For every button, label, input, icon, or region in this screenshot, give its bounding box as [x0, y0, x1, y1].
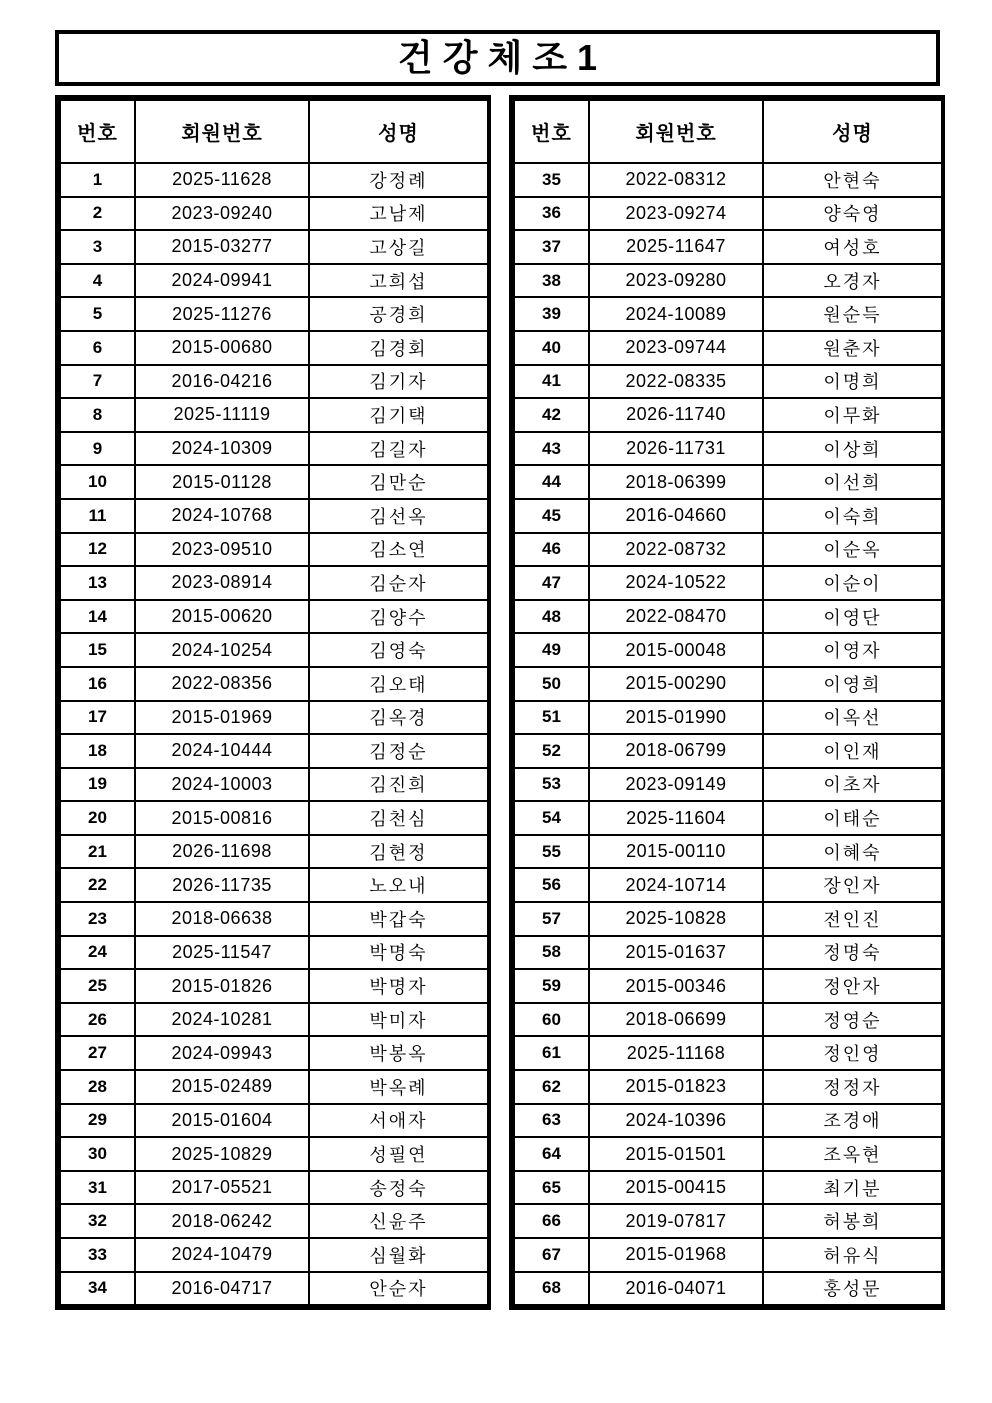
member-id-cell: 2016-04216 [135, 365, 309, 399]
member-id-cell: 2026-11735 [135, 868, 309, 902]
row-number-cell: 3 [60, 230, 135, 264]
member-id-cell: 2015-00620 [135, 600, 309, 634]
member-id-cell: 2025-11647 [589, 230, 763, 264]
table-row [60, 835, 488, 869]
member-id-cell: 2024-10089 [589, 297, 763, 331]
row-number-cell: 66 [514, 1204, 589, 1238]
table-row [514, 801, 942, 835]
row-number-cell: 23 [60, 902, 135, 936]
table-row [60, 969, 488, 1003]
member-name-cell: 김기자 [309, 365, 488, 399]
member-name-cell: 오경자 [763, 264, 942, 298]
row-number-cell: 65 [514, 1171, 589, 1205]
member-name-cell: 박명자 [309, 969, 488, 1003]
row-number-cell: 31 [60, 1171, 135, 1205]
table-row [60, 533, 488, 567]
member-name-cell: 여성호 [763, 230, 942, 264]
member-id-cell: 2015-01968 [589, 1238, 763, 1272]
member-name-cell: 서애자 [309, 1104, 488, 1138]
row-number-cell: 48 [514, 600, 589, 634]
header-row [60, 100, 488, 163]
member-id-cell: 2015-01826 [135, 969, 309, 1003]
member-id-cell: 2023-09274 [589, 197, 763, 231]
table-row [60, 1104, 488, 1138]
member-id-cell: 2018-06638 [135, 902, 309, 936]
table-row [514, 868, 942, 902]
member-id-cell: 2015-03277 [135, 230, 309, 264]
member-id-cell: 2025-11168 [589, 1036, 763, 1070]
member-id-cell: 2022-08356 [135, 667, 309, 701]
member-id-cell: 2024-10281 [135, 1003, 309, 1037]
table-row [60, 465, 488, 499]
member-id-cell: 2015-01637 [589, 936, 763, 970]
member-id-cell: 2025-11547 [135, 936, 309, 970]
member-id-cell: 2015-00290 [589, 667, 763, 701]
member-name-cell: 이숙희 [763, 499, 942, 533]
table-row [514, 1137, 942, 1171]
column-header-no: 번호 [60, 100, 135, 163]
table-row [60, 1137, 488, 1171]
member-name-cell: 김옥경 [309, 701, 488, 735]
member-name-cell: 양숙영 [763, 197, 942, 231]
row-number-cell: 4 [60, 264, 135, 298]
row-number-cell: 8 [60, 398, 135, 432]
row-number-cell: 55 [514, 835, 589, 869]
table-row [60, 902, 488, 936]
table-row [514, 1171, 942, 1205]
member-id-cell: 2023-09744 [589, 331, 763, 365]
member-id-cell: 2024-10444 [135, 734, 309, 768]
row-number-cell: 13 [60, 566, 135, 600]
member-id-cell: 2015-00110 [589, 835, 763, 869]
member-name-cell: 박명숙 [309, 936, 488, 970]
member-name-cell: 이순옥 [763, 533, 942, 567]
table-row [514, 768, 942, 802]
member-name-cell: 이태순 [763, 801, 942, 835]
member-name-cell: 김진희 [309, 768, 488, 802]
table-row [60, 230, 488, 264]
member-name-cell: 최기분 [763, 1171, 942, 1205]
row-number-cell: 26 [60, 1003, 135, 1037]
row-number-cell: 37 [514, 230, 589, 264]
table-row [514, 197, 942, 231]
member-name-cell: 안현숙 [763, 163, 942, 197]
member-id-cell: 2022-08335 [589, 365, 763, 399]
table-row [514, 1003, 942, 1037]
member-name-cell: 이상희 [763, 432, 942, 466]
member-name-cell: 이무화 [763, 398, 942, 432]
row-number-cell: 22 [60, 868, 135, 902]
table-row [514, 432, 942, 466]
row-number-cell: 61 [514, 1036, 589, 1070]
member-id-cell: 2024-10396 [589, 1104, 763, 1138]
row-number-cell: 39 [514, 297, 589, 331]
member-name-cell: 이영단 [763, 600, 942, 634]
row-number-cell: 52 [514, 734, 589, 768]
document-title: 건강체조1 [397, 37, 608, 78]
member-name-cell: 김소연 [309, 533, 488, 567]
row-number-cell: 29 [60, 1104, 135, 1138]
row-number-cell: 50 [514, 667, 589, 701]
row-number-cell: 12 [60, 533, 135, 567]
member-id-cell: 2016-04717 [135, 1272, 309, 1306]
row-number-cell: 47 [514, 566, 589, 600]
row-number-cell: 36 [514, 197, 589, 231]
table-row [60, 331, 488, 365]
member-name-cell: 원춘자 [763, 331, 942, 365]
member-id-cell: 2022-08312 [589, 163, 763, 197]
member-id-cell: 2023-09149 [589, 768, 763, 802]
row-number-cell: 40 [514, 331, 589, 365]
member-name-cell: 송정숙 [309, 1171, 488, 1205]
member-id-cell: 2024-10479 [135, 1238, 309, 1272]
member-name-cell: 이영희 [763, 667, 942, 701]
row-number-cell: 57 [514, 902, 589, 936]
roster-table-right-wrapper [509, 95, 945, 1310]
member-name-cell: 조옥현 [763, 1137, 942, 1171]
member-name-cell: 장인자 [763, 868, 942, 902]
row-number-cell: 59 [514, 969, 589, 1003]
member-id-cell: 2025-10829 [135, 1137, 309, 1171]
table-row [60, 1036, 488, 1070]
table-row [514, 1070, 942, 1104]
member-name-cell: 강정례 [309, 163, 488, 197]
row-number-cell: 41 [514, 365, 589, 399]
member-name-cell: 이인재 [763, 734, 942, 768]
row-number-cell: 38 [514, 264, 589, 298]
table-row [514, 163, 942, 197]
member-name-cell: 김선옥 [309, 499, 488, 533]
column-header-member-id: 회원번호 [135, 100, 309, 163]
member-id-cell: 2025-11628 [135, 163, 309, 197]
roster-table-left [59, 99, 489, 1306]
table-row [514, 1036, 942, 1070]
table-row [514, 734, 942, 768]
row-number-cell: 42 [514, 398, 589, 432]
row-number-cell: 51 [514, 701, 589, 735]
member-id-cell: 2024-10254 [135, 633, 309, 667]
table-row [60, 701, 488, 735]
table-row [514, 1238, 942, 1272]
row-number-cell: 11 [60, 499, 135, 533]
table-row [514, 1204, 942, 1238]
table-row [60, 365, 488, 399]
table-row [514, 230, 942, 264]
member-id-cell: 2022-08470 [589, 600, 763, 634]
table-row [60, 936, 488, 970]
table-row [514, 331, 942, 365]
row-number-cell: 46 [514, 533, 589, 567]
member-id-cell: 2015-01969 [135, 701, 309, 735]
member-id-cell: 2025-10828 [589, 902, 763, 936]
row-number-cell: 28 [60, 1070, 135, 1104]
table-row [514, 1272, 942, 1306]
row-number-cell: 24 [60, 936, 135, 970]
member-name-cell: 고희섭 [309, 264, 488, 298]
member-name-cell: 박옥례 [309, 1070, 488, 1104]
roster-table-left-wrapper [55, 95, 491, 1310]
row-number-cell: 5 [60, 297, 135, 331]
table-row [60, 1171, 488, 1205]
member-name-cell: 허유식 [763, 1238, 942, 1272]
member-id-cell: 2025-11604 [589, 801, 763, 835]
row-number-cell: 25 [60, 969, 135, 1003]
table-row [514, 566, 942, 600]
member-id-cell: 2016-04660 [589, 499, 763, 533]
row-number-cell: 1 [60, 163, 135, 197]
table-row [60, 1238, 488, 1272]
member-id-cell: 2018-06799 [589, 734, 763, 768]
member-name-cell: 정인영 [763, 1036, 942, 1070]
table-row [514, 936, 942, 970]
member-name-cell: 성필연 [309, 1137, 488, 1171]
member-name-cell: 이명희 [763, 365, 942, 399]
member-name-cell: 이초자 [763, 768, 942, 802]
document-title-box [55, 30, 940, 86]
member-name-cell: 김경회 [309, 331, 488, 365]
member-name-cell: 원순득 [763, 297, 942, 331]
row-number-cell: 14 [60, 600, 135, 634]
table-row [60, 264, 488, 298]
row-number-cell: 58 [514, 936, 589, 970]
table-row [514, 902, 942, 936]
row-number-cell: 2 [60, 197, 135, 231]
roster-table-right [513, 99, 943, 1306]
member-id-cell: 2026-11698 [135, 835, 309, 869]
row-number-cell: 35 [514, 163, 589, 197]
member-id-cell: 2015-00680 [135, 331, 309, 365]
member-name-cell: 신윤주 [309, 1204, 488, 1238]
row-number-cell: 67 [514, 1238, 589, 1272]
member-id-cell: 2015-02489 [135, 1070, 309, 1104]
member-name-cell: 김정순 [309, 734, 488, 768]
table-row [60, 1272, 488, 1306]
row-number-cell: 30 [60, 1137, 135, 1171]
member-name-cell: 정명숙 [763, 936, 942, 970]
member-name-cell: 고상길 [309, 230, 488, 264]
member-name-cell: 이옥선 [763, 701, 942, 735]
row-number-cell: 53 [514, 768, 589, 802]
row-number-cell: 32 [60, 1204, 135, 1238]
column-header-name: 성명 [763, 100, 942, 163]
table-row [60, 432, 488, 466]
member-id-cell: 2015-01823 [589, 1070, 763, 1104]
member-name-cell: 김현정 [309, 835, 488, 869]
row-number-cell: 54 [514, 801, 589, 835]
row-number-cell: 21 [60, 835, 135, 869]
table-row [514, 533, 942, 567]
member-name-cell: 김순자 [309, 566, 488, 600]
member-id-cell: 2024-09943 [135, 1036, 309, 1070]
row-number-cell: 49 [514, 633, 589, 667]
member-id-cell: 2015-01604 [135, 1104, 309, 1138]
member-id-cell: 2015-00346 [589, 969, 763, 1003]
table-row [514, 365, 942, 399]
table-row [514, 600, 942, 634]
member-id-cell: 2019-07817 [589, 1204, 763, 1238]
table-row [514, 701, 942, 735]
column-header-no: 번호 [514, 100, 589, 163]
member-name-cell: 이선희 [763, 465, 942, 499]
member-name-cell: 박미자 [309, 1003, 488, 1037]
member-id-cell: 2024-09941 [135, 264, 309, 298]
row-number-cell: 9 [60, 432, 135, 466]
row-number-cell: 60 [514, 1003, 589, 1037]
table-row [60, 600, 488, 634]
member-id-cell: 2015-00048 [589, 633, 763, 667]
member-id-cell: 2015-01128 [135, 465, 309, 499]
member-id-cell: 2015-00816 [135, 801, 309, 835]
member-name-cell: 전인진 [763, 902, 942, 936]
table-row [514, 465, 942, 499]
member-name-cell: 김영숙 [309, 633, 488, 667]
table-row [60, 667, 488, 701]
row-number-cell: 17 [60, 701, 135, 735]
member-name-cell: 박갑숙 [309, 902, 488, 936]
row-number-cell: 45 [514, 499, 589, 533]
row-number-cell: 19 [60, 768, 135, 802]
member-id-cell: 2023-09510 [135, 533, 309, 567]
table-row [514, 1104, 942, 1138]
row-number-cell: 6 [60, 331, 135, 365]
row-number-cell: 18 [60, 734, 135, 768]
member-name-cell: 안순자 [309, 1272, 488, 1306]
table-row [60, 163, 488, 197]
column-header-name: 성명 [309, 100, 488, 163]
row-number-cell: 34 [60, 1272, 135, 1306]
column-header-member-id: 회원번호 [589, 100, 763, 163]
table-row [60, 297, 488, 331]
row-number-cell: 62 [514, 1070, 589, 1104]
member-id-cell: 2025-11276 [135, 297, 309, 331]
table-row [514, 969, 942, 1003]
row-number-cell: 20 [60, 801, 135, 835]
table-row [514, 835, 942, 869]
member-id-cell: 2026-11740 [589, 398, 763, 432]
member-name-cell: 고남제 [309, 197, 488, 231]
member-name-cell: 정안자 [763, 969, 942, 1003]
row-number-cell: 15 [60, 633, 135, 667]
member-name-cell: 김길자 [309, 432, 488, 466]
member-id-cell: 2022-08732 [589, 533, 763, 567]
table-row [60, 499, 488, 533]
member-name-cell: 정정자 [763, 1070, 942, 1104]
member-id-cell: 2024-10714 [589, 868, 763, 902]
member-id-cell: 2024-10003 [135, 768, 309, 802]
row-number-cell: 56 [514, 868, 589, 902]
member-id-cell: 2015-00415 [589, 1171, 763, 1205]
member-name-cell: 김양수 [309, 600, 488, 634]
row-number-cell: 16 [60, 667, 135, 701]
table-row [514, 264, 942, 298]
table-row [60, 197, 488, 231]
table-row [60, 734, 488, 768]
member-name-cell: 이혜숙 [763, 835, 942, 869]
member-name-cell: 이순이 [763, 566, 942, 600]
member-name-cell: 허봉희 [763, 1204, 942, 1238]
table-row [60, 566, 488, 600]
table-row [60, 801, 488, 835]
member-id-cell: 2018-06399 [589, 465, 763, 499]
roster-tables-area [55, 95, 945, 1310]
member-name-cell: 김만순 [309, 465, 488, 499]
member-id-cell: 2018-06242 [135, 1204, 309, 1238]
member-name-cell: 김천심 [309, 801, 488, 835]
member-id-cell: 2023-09280 [589, 264, 763, 298]
row-number-cell: 33 [60, 1238, 135, 1272]
table-row [514, 499, 942, 533]
row-number-cell: 10 [60, 465, 135, 499]
member-id-cell: 2017-05521 [135, 1171, 309, 1205]
member-id-cell: 2016-04071 [589, 1272, 763, 1306]
member-id-cell: 2024-10522 [589, 566, 763, 600]
member-name-cell: 박봉옥 [309, 1036, 488, 1070]
row-number-cell: 44 [514, 465, 589, 499]
row-number-cell: 27 [60, 1036, 135, 1070]
member-name-cell: 심월화 [309, 1238, 488, 1272]
table-row [60, 1204, 488, 1238]
table-row [60, 768, 488, 802]
member-id-cell: 2015-01501 [589, 1137, 763, 1171]
row-number-cell: 7 [60, 365, 135, 399]
member-name-cell: 조경애 [763, 1104, 942, 1138]
table-row [514, 633, 942, 667]
row-number-cell: 64 [514, 1137, 589, 1171]
table-row [60, 398, 488, 432]
member-id-cell: 2023-09240 [135, 197, 309, 231]
member-id-cell: 2024-10768 [135, 499, 309, 533]
row-number-cell: 63 [514, 1104, 589, 1138]
member-id-cell: 2026-11731 [589, 432, 763, 466]
table-row [514, 398, 942, 432]
member-name-cell: 홍성문 [763, 1272, 942, 1306]
table-row [60, 633, 488, 667]
member-name-cell: 공경희 [309, 297, 488, 331]
table-row [514, 297, 942, 331]
member-id-cell: 2025-11119 [135, 398, 309, 432]
member-id-cell: 2018-06699 [589, 1003, 763, 1037]
member-name-cell: 이영자 [763, 633, 942, 667]
table-row [60, 868, 488, 902]
row-number-cell: 43 [514, 432, 589, 466]
member-id-cell: 2024-10309 [135, 432, 309, 466]
member-name-cell: 김기택 [309, 398, 488, 432]
member-name-cell: 노오내 [309, 868, 488, 902]
header-row [514, 100, 942, 163]
row-number-cell: 68 [514, 1272, 589, 1306]
member-id-cell: 2023-08914 [135, 566, 309, 600]
table-row [514, 667, 942, 701]
member-id-cell: 2015-01990 [589, 701, 763, 735]
member-name-cell: 정영순 [763, 1003, 942, 1037]
table-row [60, 1003, 488, 1037]
member-name-cell: 김오태 [309, 667, 488, 701]
table-row [60, 1070, 488, 1104]
